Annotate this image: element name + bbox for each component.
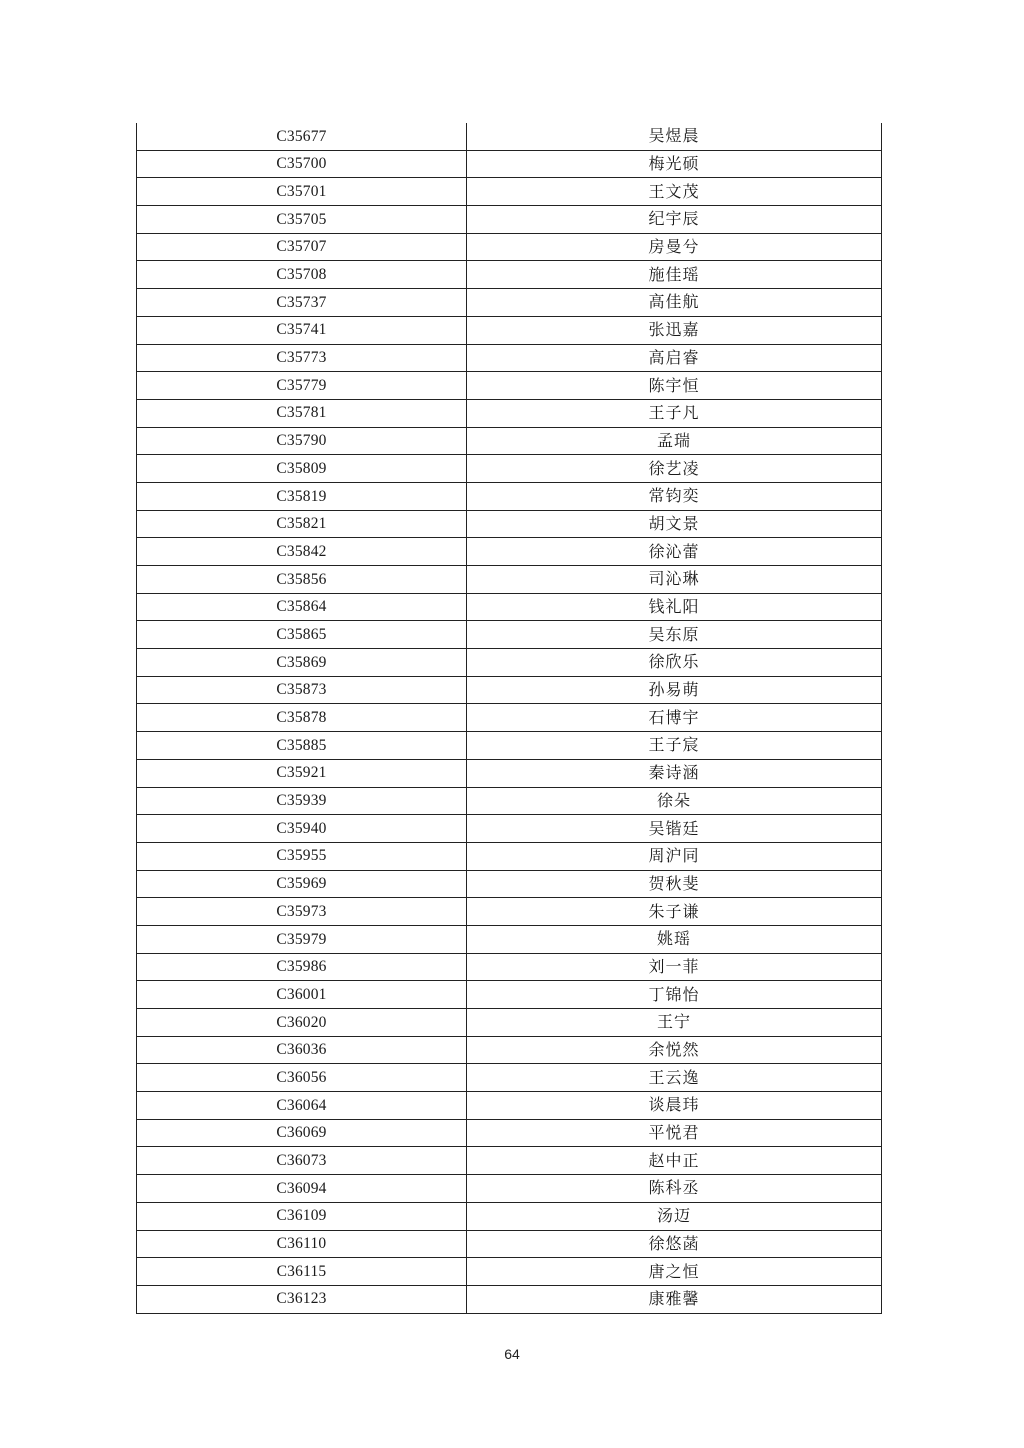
name-cell: 康雅馨 (467, 1285, 882, 1313)
id-cell: C35809 (137, 455, 467, 483)
id-cell: C35921 (137, 759, 467, 787)
page-number: 64 (504, 1346, 520, 1362)
table-row (137, 759, 882, 787)
table-row (137, 1092, 882, 1120)
table-row (137, 870, 882, 898)
table-row (137, 842, 882, 870)
name-cell: 陈科丞 (467, 1175, 882, 1203)
name-cell: 常钧奕 (467, 482, 882, 510)
id-cell: C35700 (137, 150, 467, 178)
name-cell: 平悦君 (467, 1119, 882, 1147)
name-cell: 徐朵 (467, 787, 882, 815)
id-cell: C36064 (137, 1092, 467, 1120)
name-cell: 汤迈 (467, 1202, 882, 1230)
id-cell: C35986 (137, 953, 467, 981)
table-row (137, 510, 882, 538)
id-cell: C35939 (137, 787, 467, 815)
name-cell: 石博宇 (467, 704, 882, 732)
id-cell: C35955 (137, 842, 467, 870)
name-cell: 高佳航 (467, 289, 882, 317)
id-cell: C35773 (137, 344, 467, 372)
table-row (137, 399, 882, 427)
id-cell: C35940 (137, 815, 467, 843)
name-cell: 孟瑞 (467, 427, 882, 455)
name-cell: 徐艺凌 (467, 455, 882, 483)
name-cell: 周沪同 (467, 842, 882, 870)
id-cell: C36123 (137, 1285, 467, 1313)
id-cell: C35701 (137, 178, 467, 206)
name-cell: 朱子谦 (467, 898, 882, 926)
table-row (137, 289, 882, 317)
table-row (137, 1175, 882, 1203)
name-cell: 王文茂 (467, 178, 882, 206)
name-cell: 姚瑶 (467, 925, 882, 953)
id-cell: C36115 (137, 1258, 467, 1286)
table-row (137, 898, 882, 926)
table-row (137, 1285, 882, 1313)
table-row (137, 482, 882, 510)
table-row (137, 1147, 882, 1175)
name-cell: 钱礼阳 (467, 593, 882, 621)
name-cell: 孙易萌 (467, 676, 882, 704)
table-row (137, 233, 882, 261)
table-row (137, 344, 882, 372)
table-row (137, 1230, 882, 1258)
name-cell: 徐悠菡 (467, 1230, 882, 1258)
id-cell: C35865 (137, 621, 467, 649)
table-row (137, 704, 882, 732)
id-cell: C35779 (137, 372, 467, 400)
table-row (137, 815, 882, 843)
id-cell: C36110 (137, 1230, 467, 1258)
id-cell: C35885 (137, 732, 467, 760)
id-cell: C36109 (137, 1202, 467, 1230)
table-row (137, 566, 882, 594)
id-cell: C35677 (137, 123, 467, 150)
name-cell: 纪宇辰 (467, 206, 882, 234)
table-row (137, 1258, 882, 1286)
table-row (137, 732, 882, 760)
table-row (137, 316, 882, 344)
id-cell: C36069 (137, 1119, 467, 1147)
id-cell: C36073 (137, 1147, 467, 1175)
name-cell: 吴煜晨 (467, 123, 882, 150)
table-row (137, 261, 882, 289)
id-cell: C35821 (137, 510, 467, 538)
name-cell: 秦诗涵 (467, 759, 882, 787)
table-row (137, 538, 882, 566)
table-row (137, 455, 882, 483)
table-row (137, 178, 882, 206)
id-cell: C35864 (137, 593, 467, 621)
id-cell: C35741 (137, 316, 467, 344)
id-cell: C36036 (137, 1036, 467, 1064)
table-row (137, 953, 882, 981)
id-cell: C35790 (137, 427, 467, 455)
table-row (137, 1119, 882, 1147)
name-cell: 陈宇恒 (467, 372, 882, 400)
name-cell: 王子宸 (467, 732, 882, 760)
id-cell: C36020 (137, 1009, 467, 1037)
id-cell: C36056 (137, 1064, 467, 1092)
name-cell: 施佳瑶 (467, 261, 882, 289)
table-row (137, 206, 882, 234)
name-cell: 王云逸 (467, 1064, 882, 1092)
name-cell: 唐之恒 (467, 1258, 882, 1286)
name-cell: 梅光硕 (467, 150, 882, 178)
name-cell: 司沁琳 (467, 566, 882, 594)
name-cell: 王宁 (467, 1009, 882, 1037)
table-row (137, 593, 882, 621)
name-cell: 丁锦怡 (467, 981, 882, 1009)
name-cell: 房曼兮 (467, 233, 882, 261)
table-row (137, 621, 882, 649)
name-cell: 谈晨玮 (467, 1092, 882, 1120)
id-cell: C35708 (137, 261, 467, 289)
id-cell: C35781 (137, 399, 467, 427)
roster-table (136, 123, 882, 1314)
name-cell: 余悦然 (467, 1036, 882, 1064)
name-cell: 刘一菲 (467, 953, 882, 981)
id-cell: C35707 (137, 233, 467, 261)
id-cell: C36094 (137, 1175, 467, 1203)
id-cell: C35878 (137, 704, 467, 732)
table-row (137, 1202, 882, 1230)
id-cell: C35705 (137, 206, 467, 234)
name-cell: 贺秋斐 (467, 870, 882, 898)
id-cell: C35969 (137, 870, 467, 898)
name-cell: 胡文景 (467, 510, 882, 538)
table-row (137, 925, 882, 953)
table-row (137, 787, 882, 815)
table-row (137, 427, 882, 455)
id-cell: C35869 (137, 649, 467, 677)
table-row (137, 1036, 882, 1064)
table-row (137, 372, 882, 400)
id-cell: C35973 (137, 898, 467, 926)
id-cell: C35873 (137, 676, 467, 704)
id-cell: C35979 (137, 925, 467, 953)
name-cell: 徐欣乐 (467, 649, 882, 677)
id-cell: C35819 (137, 482, 467, 510)
table-row (137, 649, 882, 677)
id-cell: C36001 (137, 981, 467, 1009)
name-cell: 高启睿 (467, 344, 882, 372)
name-cell: 赵中正 (467, 1147, 882, 1175)
table-row (137, 150, 882, 178)
name-cell: 吴锴廷 (467, 815, 882, 843)
id-cell: C35856 (137, 566, 467, 594)
table-row (137, 1064, 882, 1092)
id-cell: C35842 (137, 538, 467, 566)
id-cell: C35737 (137, 289, 467, 317)
table-row (137, 123, 882, 150)
name-cell: 吴东原 (467, 621, 882, 649)
table-row (137, 1009, 882, 1037)
table-row (137, 981, 882, 1009)
name-cell: 王子凡 (467, 399, 882, 427)
table-row (137, 676, 882, 704)
name-cell: 徐沁蕾 (467, 538, 882, 566)
roster-table-body (137, 123, 882, 1313)
name-cell: 张迅嘉 (467, 316, 882, 344)
